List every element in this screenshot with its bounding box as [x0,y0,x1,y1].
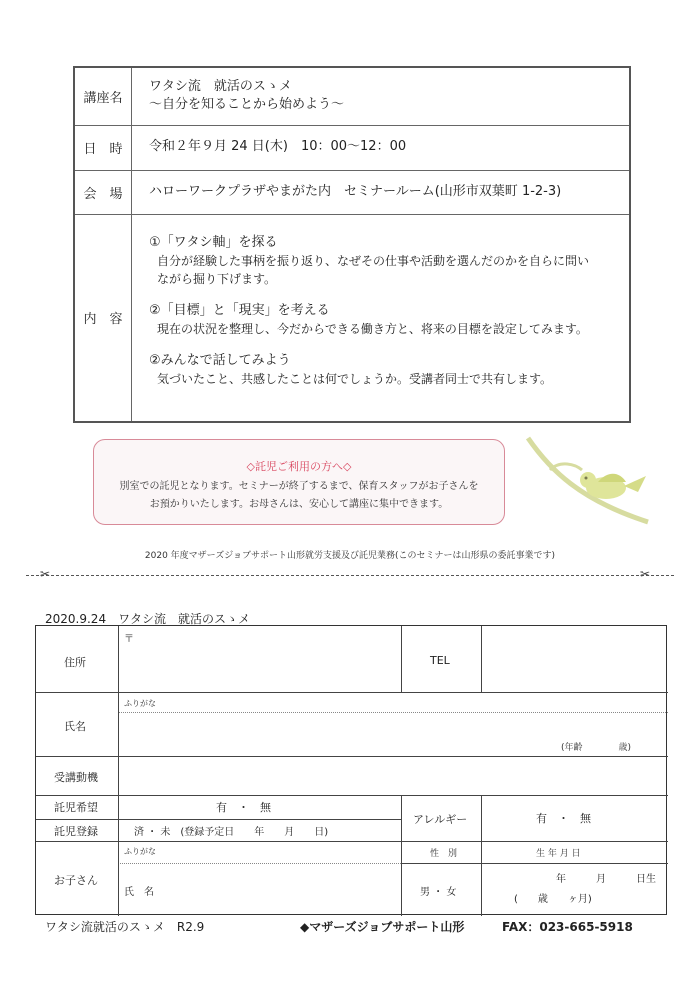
childcare-register-label: 託児登録 [54,825,98,838]
gender-options[interactable]: 男 ・ 女 [420,887,457,898]
organization-name: ◆マザーズジョブサポート山形 [300,920,465,934]
item2-body: 現在の状況を整理し、今だからできる働き方と、将来の目標を設定してみます。 [157,322,588,336]
footer-code: ワタシ流就活のスゝメ R2.9 [45,920,205,934]
date-row [75,125,629,171]
item3-body: 気づいたこと、共感したことは何でしょうか。受講者同士で共有します。 [157,372,553,386]
postal-mark: 〒 [124,634,134,645]
fax-number: FAX：023-665-5918 [502,920,633,934]
name-input[interactable] [120,714,540,754]
date-value: 令和２年９月 24 日(木) 10：00～12：00 [149,139,407,154]
child-name-input[interactable] [166,868,398,912]
bird-illustration [520,430,660,530]
content-row [75,214,629,421]
childcare-register-options[interactable]: 済 ・ 未 (登録予定日 年 月 日) [134,827,329,838]
motive-input[interactable] [120,758,666,793]
title-label: 講座名 [75,68,132,125]
form-title: 2020.9.24 ワタシ流 就活のスゝメ [45,612,250,626]
sponsor-note: 2020 年度マザーズジョブサポート山形就労支援及び託児業務(このセミナーは山形県の委託事業です) [144,551,556,561]
child-name-label: 氏 名 [124,887,154,898]
age-text: (年齢 歳) [561,743,632,753]
name-furigana-label: ふりがな [124,699,156,708]
venue-value: ハローワークプラザやまがた内 セミナールーム(山形市双葉町 1-2-3) [149,184,562,199]
gender-label: 性 別 [430,849,458,859]
scissors-icon: ✂ [40,567,51,581]
venue-row [75,170,629,215]
birthdate-input[interactable]: 年 月 日生 [556,874,656,885]
seminar-title: ワタシ流 就活のスゝメ [149,79,292,94]
child-age-input[interactable]: ( 歳 ヶ月) [514,894,592,905]
date-label: 日 時 [75,125,132,170]
childcare-line2: お預かりいたします。お母さんは、安心して講座に集中できます。 [149,499,449,510]
scissors-icon: ✂ [640,567,651,581]
tel-input[interactable] [483,628,666,690]
seminar-info-table [73,66,631,423]
motive-label: 受講動機 [54,771,98,784]
cut-line [26,575,674,576]
content-label: 内 容 [75,214,132,421]
item1-heading: ①「ワタシ軸」を探る [149,235,278,250]
birthdate-label: 生 年 月 日 [536,849,581,859]
childcare-request-label: 託児希望 [54,801,98,814]
childcare-title: ◇託児ご利用の方へ◇ [246,460,352,473]
allergy-label: アレルギー [413,813,468,826]
child-label: お子さん [54,874,98,887]
item3-heading: ②みんなで話してみよう [149,353,291,368]
childcare-line1: 別室での託児となります。セミナーが終了するまで、保育スタッフがお子さんを [119,481,479,492]
childcare-notice [93,439,505,525]
venue-label: 会 場 [75,170,132,214]
seminar-subtitle: ～自分を知ることから始めよう～ [149,97,345,112]
tel-label: TEL [430,654,450,667]
item1-body-line1: 自分が経験した事柄を振り返り、なぜその仕事や活動を選んだのかを自らに問い [157,254,590,268]
item2-heading: ②「目標」と「現実」を考える [149,303,330,318]
allergy-options[interactable]: 有 ・ 無 [536,812,591,825]
item1-body-line2: ながら掘り下げます。 [157,272,277,286]
child-furigana-label: ふりがな [124,847,156,856]
title-row [75,68,629,126]
registration-form [35,625,667,915]
name-label: 氏名 [64,720,86,733]
address-label: 住所 [64,656,86,669]
address-input[interactable] [120,642,398,690]
childcare-request-options[interactable]: 有 ・ 無 [216,801,271,814]
